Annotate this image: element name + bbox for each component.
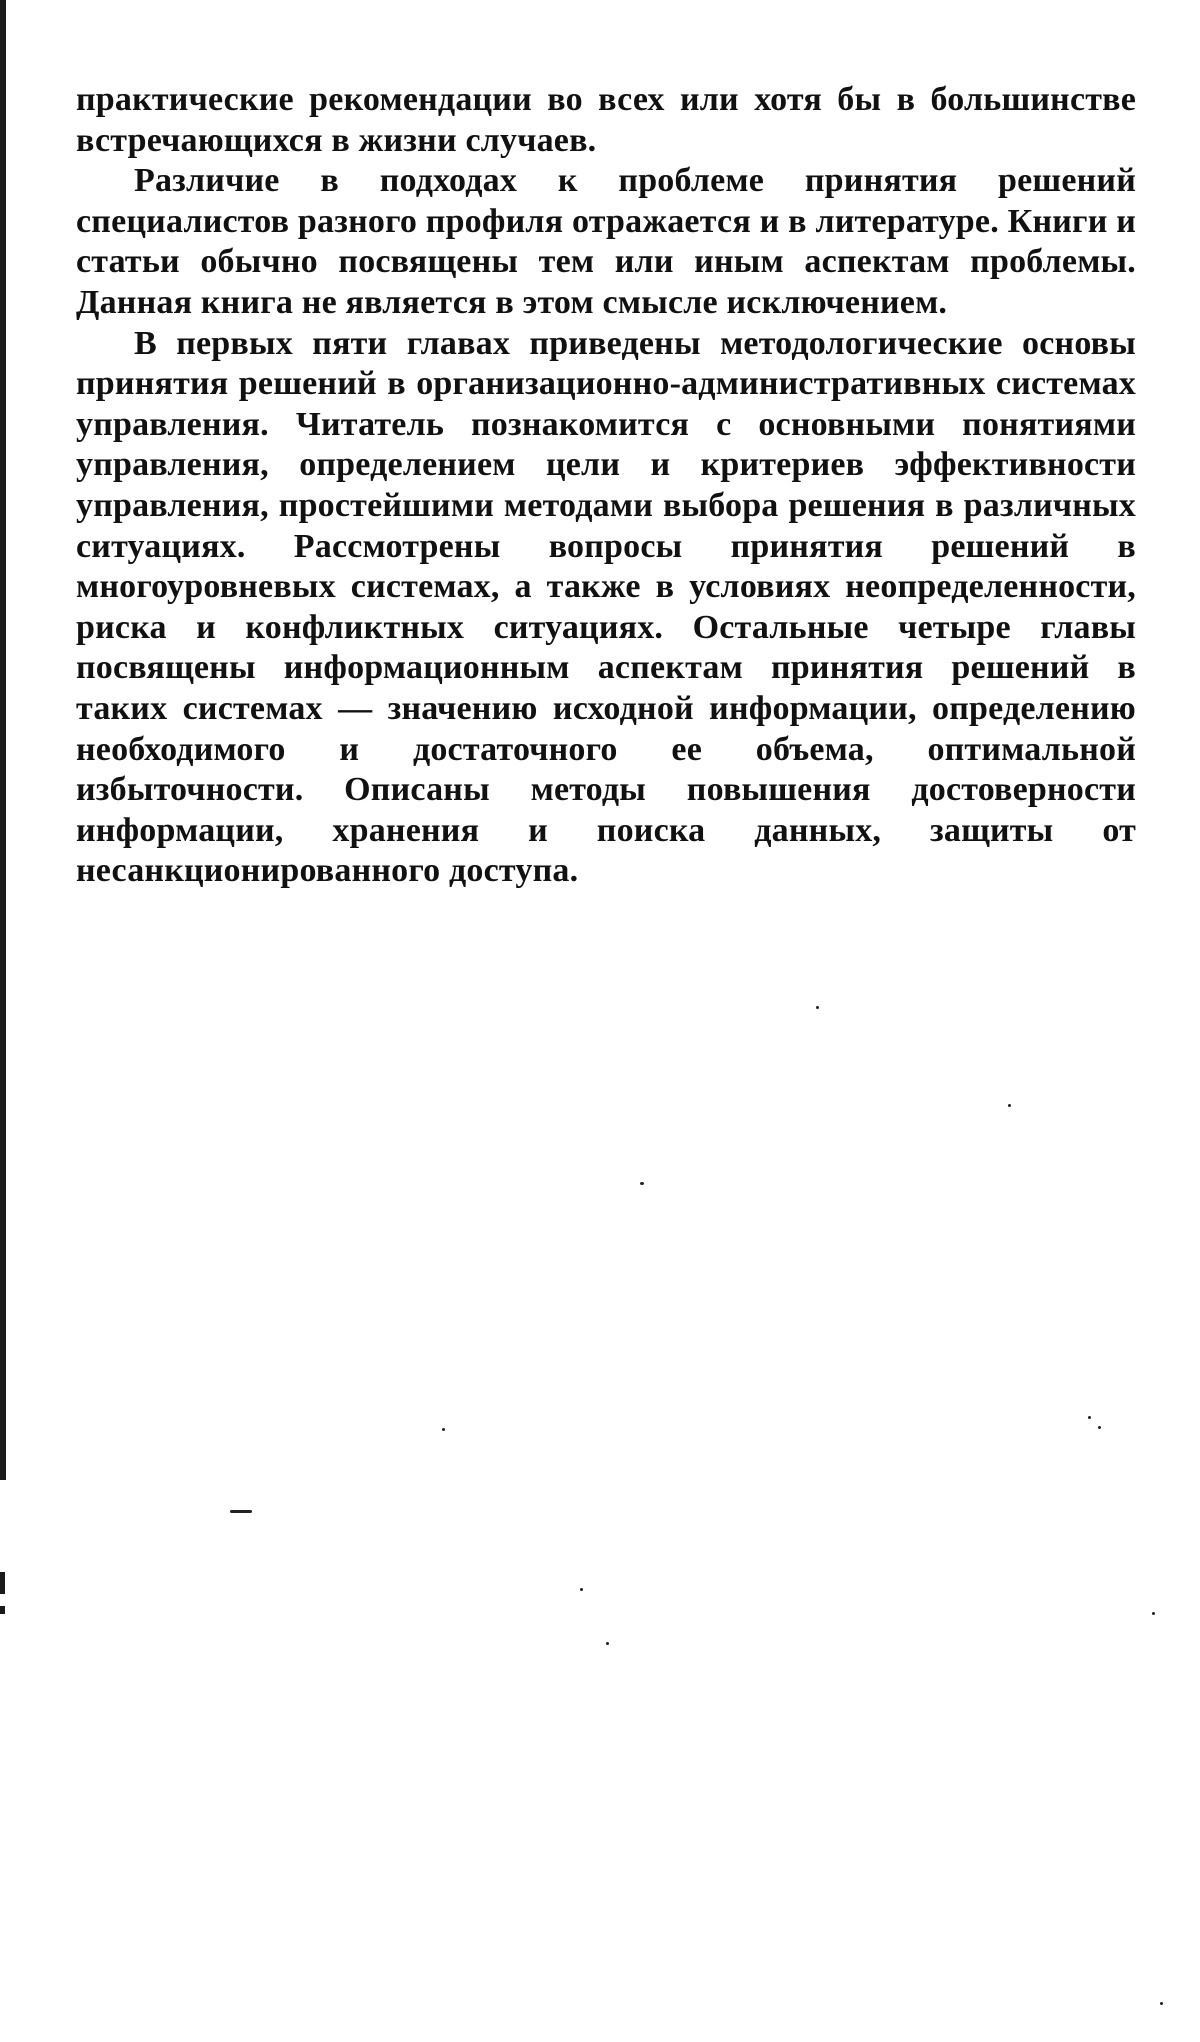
- scan-speck: [230, 1510, 252, 1513]
- scan-speck: [1160, 2002, 1163, 2005]
- scan-speck: [1098, 1426, 1101, 1429]
- paragraph-2: Различие в подходах к проблеме принятия решений специалистов разного профиля отражается и в литературе. Книги и статьи обычно посвящены тем или иным аспектам проблемы. Данная книга не является в этом смысле исключением.: [76, 162, 1136, 321]
- scan-speck: [640, 1182, 644, 1185]
- paragraph-3: В первых пяти главах приведены методологические основы принятия решений в организационно-административных системах управления. Читатель познакомится с основными понятиями управления, определением цели и критериев эффективности управления, простейшими методами выбора решения в различных ситуациях. Рассмотрены вопросы принятия решений в многоуровневых системах, а также в условиях неопределенности, риска и конфликтных ситуациях. Остальные четыре главы посвящены информационным аспектам принятия решений в таких системах — значению исходной информации, определению необходимого и достаточного ее объема, оптимальной избыточности. Описаны методы повышения достоверности информации, хранения и поиска данных, защиты от несанкционированного доступа.: [76, 324, 1136, 890]
- scan-speck: [1008, 1104, 1011, 1107]
- page-body: [76, 80, 1136, 892]
- scan-speck: [1152, 1612, 1155, 1615]
- scan-speck: [580, 1588, 583, 1591]
- scan-left-edge-mark: [0, 1572, 5, 1594]
- scan-left-edge-mark: [0, 1606, 5, 1614]
- scan-left-edge: [0, 0, 6, 1480]
- scan-speck: [606, 1642, 609, 1645]
- scan-speck: [1088, 1416, 1091, 1419]
- scan-speck: [442, 1428, 445, 1431]
- paragraph-1: практические рекомендации во всех или хотя бы в большинстве встречающихся в жизни случаев.: [76, 81, 1136, 159]
- scan-speck: [816, 1006, 819, 1009]
